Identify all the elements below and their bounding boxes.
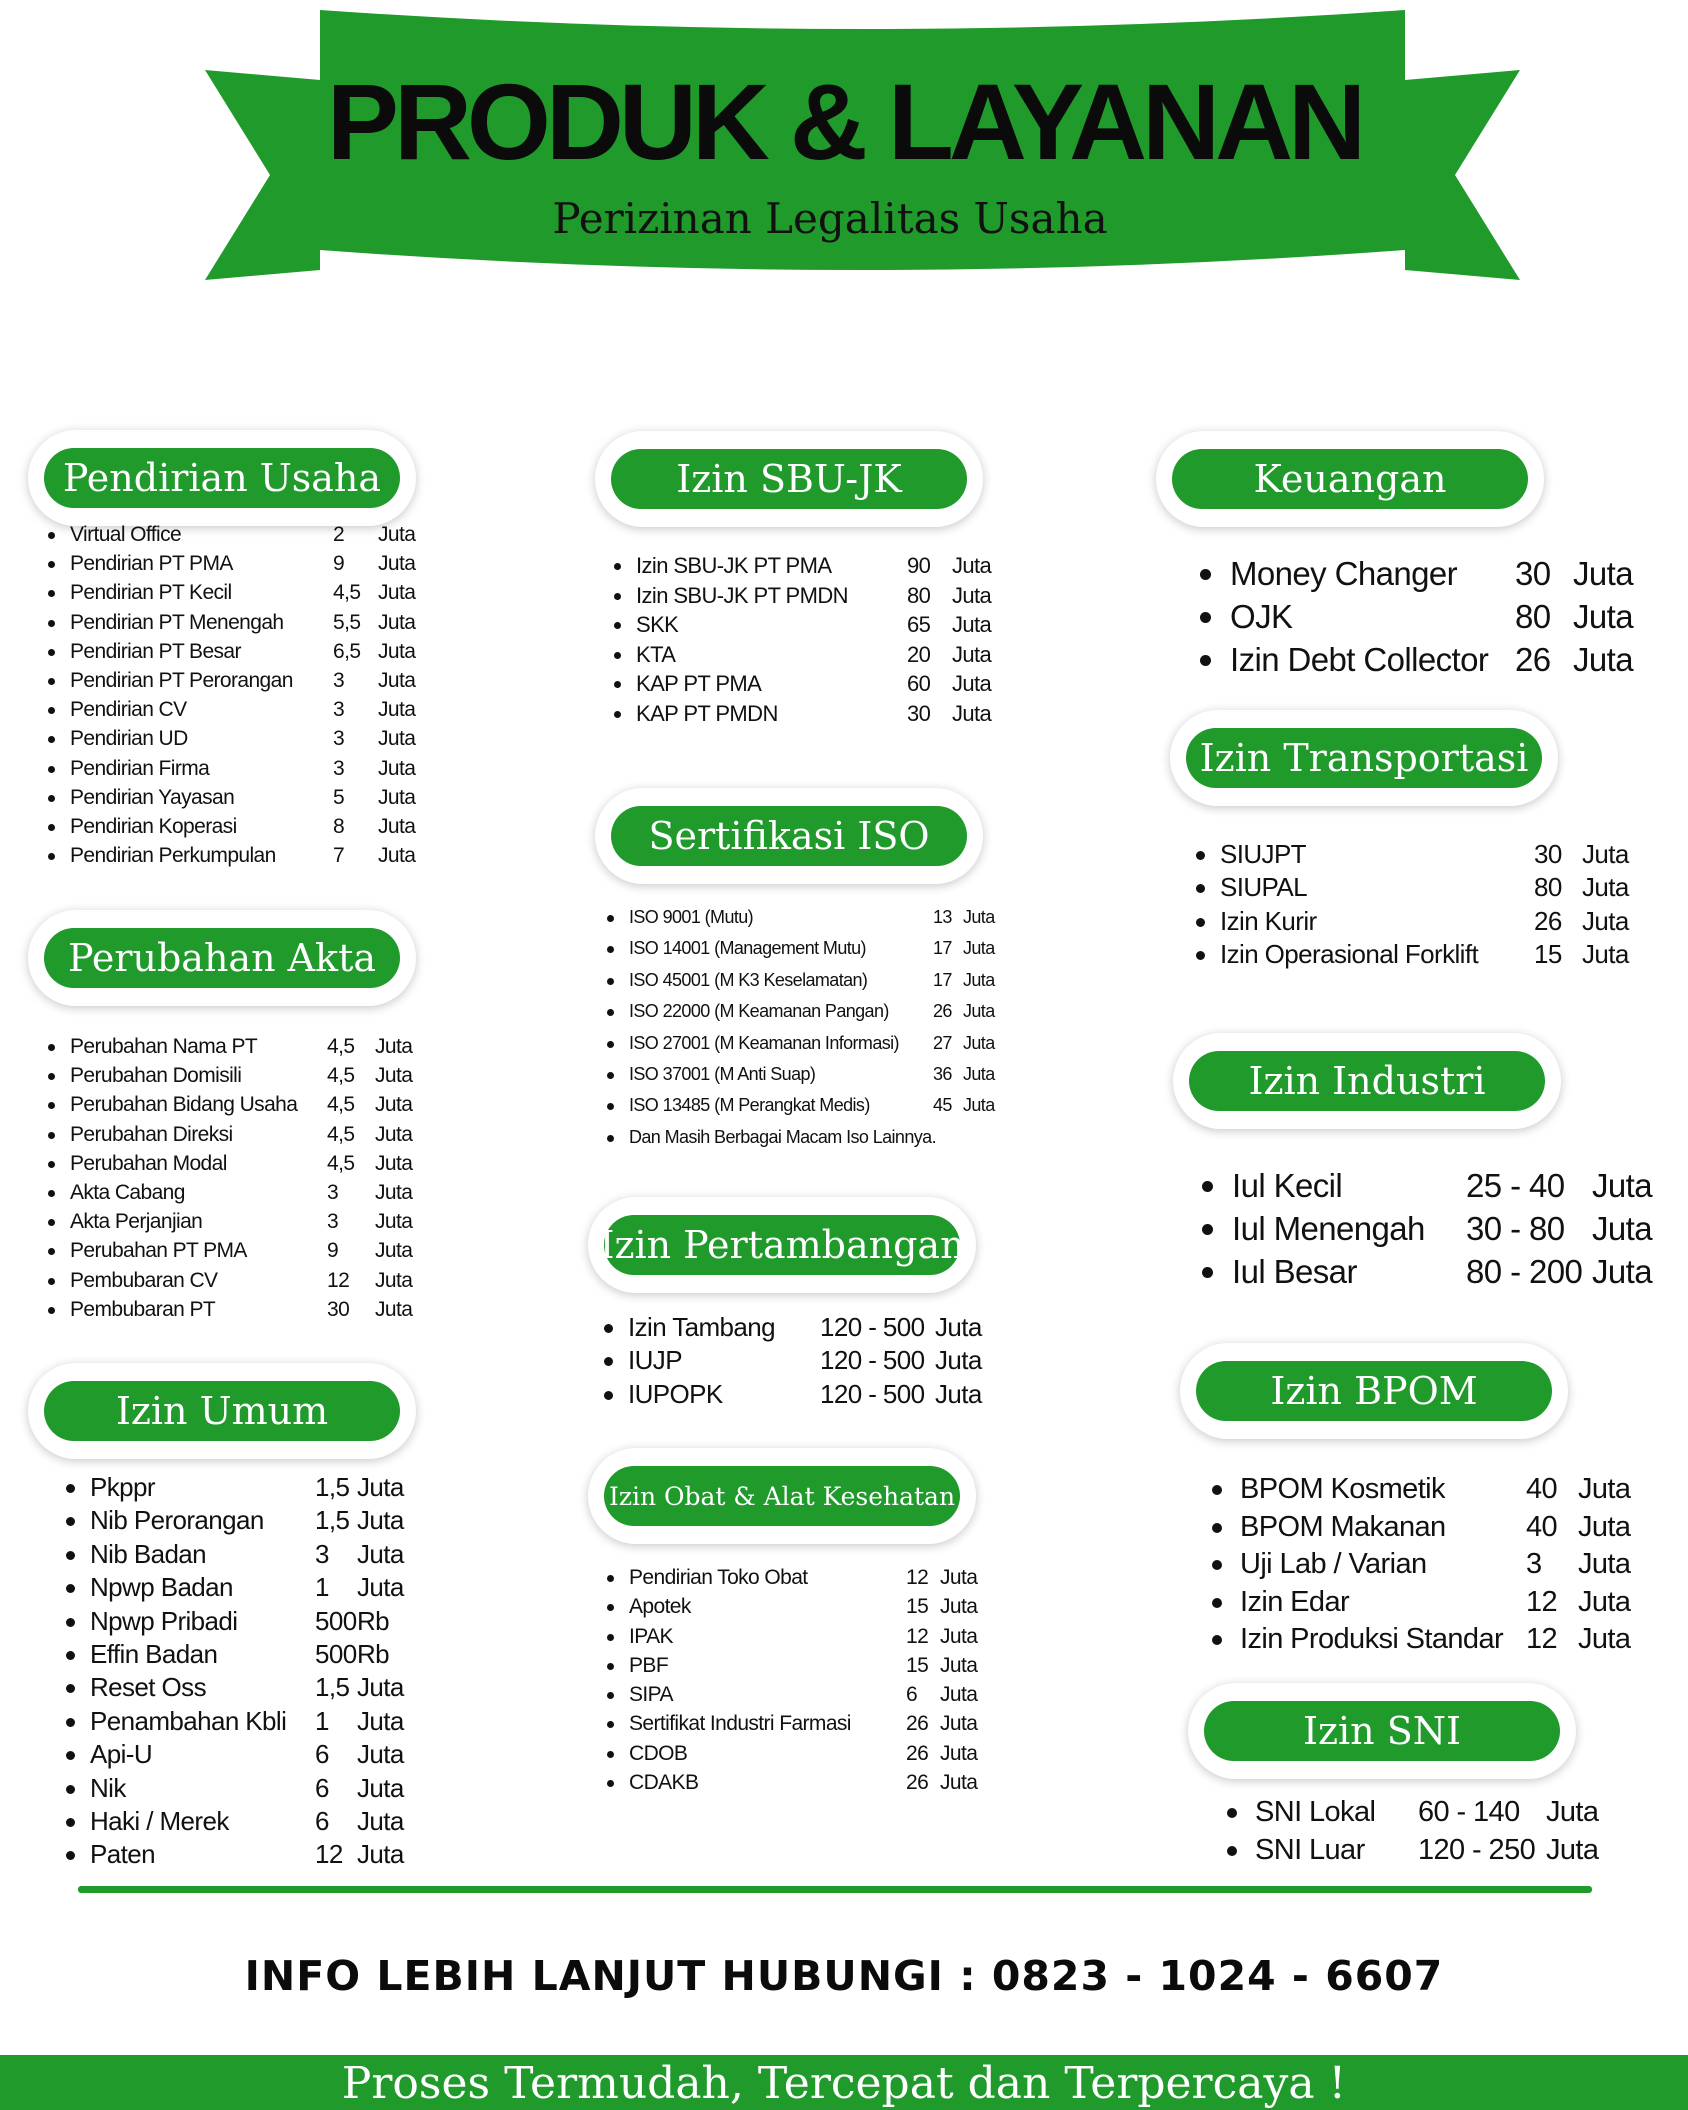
item-label: Money Changer bbox=[1230, 555, 1458, 592]
section-title-pendirian-usaha: Pendirian Usaha bbox=[44, 448, 400, 508]
list-item bbox=[0, 1832, 1688, 1870]
item-label: Iul Menengah bbox=[1232, 1210, 1425, 1247]
item-label: Izin Edar bbox=[1240, 1585, 1350, 1618]
item-price: 36 bbox=[933, 1063, 952, 1084]
item-unit: Juta bbox=[1582, 939, 1629, 970]
item-label: CDAKB bbox=[629, 1771, 699, 1795]
item-price: 1,5 bbox=[315, 1472, 350, 1502]
item-unit: Juta bbox=[357, 1772, 404, 1803]
item-price: 6 bbox=[315, 1772, 329, 1803]
item-label: Pendirian PT Besar bbox=[70, 639, 241, 663]
item-price: 12 bbox=[906, 1566, 929, 1589]
list-item bbox=[0, 1509, 1688, 1547]
item-unit: Juta bbox=[378, 523, 416, 546]
item-label: Izin SBU-JK PT PMA bbox=[636, 553, 832, 578]
item-price: 4,5 bbox=[327, 1122, 355, 1146]
item-unit: Juta bbox=[1582, 872, 1629, 903]
list-item bbox=[0, 1739, 1000, 1768]
item-price: 26 bbox=[1515, 641, 1551, 678]
item-label: BPOM Makanan bbox=[1240, 1510, 1446, 1543]
item-unit: Juta bbox=[378, 581, 416, 605]
list-item bbox=[0, 1311, 1000, 1344]
section-title-sertifikasi-iso: Sertifikasi ISO bbox=[611, 806, 967, 866]
item-unit: Juta bbox=[952, 612, 992, 638]
note-text: Dan Masih Berbagai Macam Iso Lainnya. bbox=[629, 1126, 936, 1147]
item-price: 80 bbox=[1534, 872, 1562, 903]
section-header-pendirian-usaha bbox=[28, 430, 416, 526]
item-price: 12 bbox=[1526, 1623, 1558, 1655]
item-price: 120 - 500 bbox=[820, 1345, 925, 1376]
item-label: Akta Perjanjian bbox=[70, 1210, 203, 1234]
item-label: Izin Tambang bbox=[628, 1312, 775, 1342]
item-label: PBF bbox=[629, 1653, 669, 1677]
item-unit: Juta bbox=[1546, 1833, 1599, 1866]
item-unit: Rb bbox=[357, 1605, 390, 1636]
list-keuangan bbox=[0, 552, 1688, 681]
item-label: Pembubaran PT bbox=[70, 1297, 216, 1321]
item-unit: Juta bbox=[1578, 1548, 1631, 1580]
list-item bbox=[0, 638, 1688, 681]
item-price: 30 bbox=[1515, 555, 1551, 592]
item-unit: Juta bbox=[378, 727, 416, 751]
list-item bbox=[0, 1164, 1688, 1207]
item-unit: Juta bbox=[378, 844, 416, 868]
item-label: Perubahan Bidang Usaha bbox=[70, 1093, 298, 1117]
item-label: ISO 37001 (M Anti Suap) bbox=[629, 1063, 816, 1084]
item-price: 6 bbox=[906, 1683, 918, 1707]
item-unit: Juta bbox=[963, 969, 995, 990]
list-item bbox=[0, 783, 440, 812]
item-price: 17 bbox=[933, 938, 952, 959]
item-label: Izin Kurir bbox=[1220, 905, 1317, 936]
item-unit: Juta bbox=[1573, 555, 1633, 592]
item-price: 3 bbox=[333, 756, 345, 780]
list-item bbox=[0, 905, 1688, 938]
list-item bbox=[0, 1207, 1688, 1250]
item-price: 80 - 200 bbox=[1466, 1253, 1583, 1290]
list-item bbox=[0, 595, 1688, 638]
item-label: ISO 22000 (M Keamanan Pangan) bbox=[629, 1001, 889, 1022]
item-price: 80 bbox=[1515, 598, 1551, 635]
item-label: Pendirian CV bbox=[70, 698, 187, 722]
item-label: BPOM Kosmetik bbox=[1240, 1473, 1445, 1505]
list-item bbox=[0, 754, 440, 783]
item-price: 3 bbox=[333, 668, 345, 692]
item-price: 26 bbox=[906, 1741, 929, 1765]
item-price: 500 bbox=[315, 1638, 357, 1669]
item-label: Pendirian Perkumpulan bbox=[70, 844, 276, 868]
item-unit: Juta bbox=[357, 1572, 404, 1603]
list-item bbox=[0, 1378, 1000, 1411]
item-price: 17 bbox=[933, 969, 952, 990]
item-unit: Juta bbox=[1592, 1253, 1652, 1290]
section-title-izin-umum: Izin Umum bbox=[44, 1381, 400, 1441]
item-price: 120 - 500 bbox=[820, 1378, 925, 1409]
item-price: 30 - 80 bbox=[1466, 1210, 1565, 1247]
item-unit: Juta bbox=[375, 1093, 413, 1117]
item-price: 15 bbox=[906, 1595, 929, 1619]
item-unit: Juta bbox=[940, 1624, 978, 1648]
item-unit: Juta bbox=[378, 610, 416, 634]
item-label: KAP PT PMDN bbox=[636, 700, 778, 726]
item-unit: Juta bbox=[375, 1064, 413, 1088]
item-label: SIUPAL bbox=[1220, 872, 1307, 903]
list-item bbox=[0, 1621, 1688, 1659]
section-title-izin-bpom: Izin BPOM bbox=[1196, 1361, 1552, 1421]
item-unit: Juta bbox=[1573, 598, 1633, 635]
item-price: 9 bbox=[333, 552, 345, 576]
list-item bbox=[0, 520, 440, 549]
item-label: Reset Oss bbox=[90, 1672, 206, 1703]
list-item bbox=[0, 1584, 1688, 1622]
item-unit: Juta bbox=[1582, 839, 1629, 869]
item-label: Pendirian PT Menengah bbox=[70, 610, 284, 634]
item-unit: Juta bbox=[357, 1739, 404, 1770]
item-price: 3 bbox=[315, 1538, 329, 1569]
item-price: 4,5 bbox=[327, 1151, 355, 1175]
item-price: 120 - 500 bbox=[820, 1312, 925, 1342]
item-price: 30 bbox=[907, 700, 931, 726]
item-price: 30 bbox=[1534, 839, 1562, 869]
item-price: 60 bbox=[907, 671, 931, 697]
section-header-izin-industri bbox=[1173, 1033, 1561, 1129]
item-label: CDOB bbox=[629, 1741, 688, 1765]
list-item bbox=[0, 724, 440, 753]
item-unit: Juta bbox=[357, 1805, 404, 1836]
item-price: 3 bbox=[327, 1210, 339, 1234]
item-unit: Juta bbox=[378, 552, 416, 576]
item-unit: Juta bbox=[375, 1151, 413, 1175]
section-header-keuangan bbox=[1156, 431, 1544, 527]
list-item bbox=[0, 1768, 1000, 1797]
item-unit: Juta bbox=[940, 1566, 978, 1589]
item-price: 4,5 bbox=[333, 581, 361, 605]
item-price: 3 bbox=[333, 698, 345, 722]
item-label: Izin Operasional Forklift bbox=[1220, 939, 1479, 970]
section-header-izin-bpom bbox=[1180, 1343, 1568, 1439]
page-subtitle: Perizinan Legalitas Usaha bbox=[552, 194, 1108, 243]
item-price: 6 bbox=[315, 1739, 329, 1770]
list-izin-industri bbox=[0, 1164, 1688, 1293]
section-title-izin-industri: Izin Industri bbox=[1189, 1051, 1545, 1111]
item-price: 20 bbox=[907, 641, 931, 667]
item-label: Paten bbox=[90, 1839, 155, 1870]
item-price: 4,5 bbox=[327, 1093, 355, 1117]
item-price: 4,5 bbox=[327, 1064, 355, 1088]
item-label: ISO 13485 (M Perangkat Medis) bbox=[629, 1095, 870, 1116]
item-label: Nib Badan bbox=[90, 1538, 207, 1569]
item-unit: Juta bbox=[375, 1180, 413, 1204]
item-unit: Juta bbox=[952, 700, 992, 726]
list-item bbox=[0, 996, 1010, 1027]
item-label: Pendirian Yayasan bbox=[70, 785, 235, 809]
list-izin-sni bbox=[0, 1794, 1688, 1869]
item-label: Perubahan Direksi bbox=[70, 1122, 233, 1146]
list-item bbox=[0, 1794, 1688, 1832]
item-unit: Juta bbox=[963, 1001, 995, 1022]
item-label: ISO 14001 (Management Mutu) bbox=[629, 938, 866, 959]
item-label: Pendirian UD bbox=[70, 727, 188, 751]
item-unit: Juta bbox=[952, 641, 992, 667]
item-unit: Juta bbox=[378, 814, 416, 838]
section-title-izin-sbu-jk: Izin SBU-JK bbox=[611, 449, 967, 509]
item-unit: Juta bbox=[378, 668, 416, 692]
item-price: 12 bbox=[327, 1268, 350, 1292]
section-title-izin-pertambangan: Izin Pertambangan bbox=[604, 1215, 960, 1275]
item-price: 27 bbox=[933, 1032, 952, 1053]
item-label: ISO 27001 (M Keamanan Informasi) bbox=[629, 1032, 899, 1053]
item-unit: Juta bbox=[963, 1032, 995, 1053]
item-price: 5,5 bbox=[333, 610, 361, 634]
item-label: Nib Perorangan bbox=[90, 1505, 264, 1536]
item-label: SNI Lokal bbox=[1255, 1796, 1376, 1828]
item-label: IUPOPK bbox=[628, 1378, 723, 1409]
item-label: Pendirian PT Kecil bbox=[70, 581, 232, 605]
item-unit: Juta bbox=[940, 1653, 978, 1677]
item-unit: Juta bbox=[357, 1839, 404, 1870]
list-item bbox=[0, 1680, 1000, 1709]
item-unit: Juta bbox=[1578, 1623, 1631, 1655]
list-item bbox=[0, 1250, 1688, 1293]
item-price: 12 bbox=[315, 1839, 343, 1870]
item-unit: Juta bbox=[1546, 1796, 1599, 1828]
list-item bbox=[0, 552, 1688, 595]
item-price: 500 bbox=[315, 1605, 357, 1636]
item-label: Pendirian PT PMA bbox=[70, 552, 233, 576]
item-price: 1 bbox=[315, 1572, 329, 1603]
list-item bbox=[0, 1028, 1010, 1059]
item-label: Izin SBU-JK PT PMDN bbox=[636, 582, 848, 608]
section-header-izin-sbu-jk bbox=[595, 431, 983, 527]
list-item bbox=[0, 699, 1010, 729]
item-price: 6,5 bbox=[333, 639, 361, 663]
item-unit: Juta bbox=[940, 1683, 978, 1707]
item-price: 40 bbox=[1526, 1473, 1558, 1505]
item-unit: Juta bbox=[375, 1035, 413, 1058]
item-unit: Juta bbox=[935, 1312, 982, 1342]
item-unit: Juta bbox=[378, 639, 416, 663]
item-price: 26 bbox=[906, 1771, 929, 1795]
item-price: 26 bbox=[906, 1712, 929, 1736]
item-label: Pendirian PT Perorangan bbox=[70, 668, 293, 692]
item-label: SIPA bbox=[629, 1683, 673, 1707]
section-title-izin-obat: Izin Obat & Alat Kesehatan bbox=[604, 1466, 960, 1526]
item-unit: Juta bbox=[357, 1538, 404, 1569]
item-price: 3 bbox=[1526, 1548, 1542, 1580]
item-unit: Juta bbox=[963, 907, 995, 927]
section-header-izin-sni bbox=[1188, 1683, 1576, 1779]
item-unit: Juta bbox=[1582, 905, 1629, 936]
item-price: 30 bbox=[327, 1297, 350, 1321]
item-unit: Juta bbox=[1578, 1473, 1631, 1505]
item-price: 120 - 250 bbox=[1418, 1833, 1536, 1866]
item-label: KAP PT PMA bbox=[636, 671, 762, 697]
item-price: 3 bbox=[327, 1180, 339, 1204]
section-title-izin-sni: Izin SNI bbox=[1204, 1701, 1560, 1761]
item-price: 15 bbox=[1534, 939, 1562, 970]
list-izin-bpom bbox=[0, 1471, 1688, 1659]
item-price: 3 bbox=[333, 727, 345, 751]
item-unit: Juta bbox=[375, 1297, 413, 1321]
item-unit: Juta bbox=[940, 1741, 978, 1765]
item-label: Sertifikat Industri Farmasi bbox=[629, 1712, 851, 1736]
item-unit: Juta bbox=[378, 756, 416, 780]
item-unit: Juta bbox=[1592, 1167, 1652, 1204]
item-label: Perubahan Nama PT bbox=[70, 1035, 258, 1058]
list-item bbox=[0, 812, 440, 841]
item-label: Nik bbox=[90, 1772, 126, 1803]
item-unit: Juta bbox=[1573, 641, 1633, 678]
item-price: 9 bbox=[327, 1239, 339, 1263]
item-label: Pendirian Toko Obat bbox=[629, 1566, 808, 1589]
item-label: SKK bbox=[636, 612, 679, 638]
item-label: KTA bbox=[636, 641, 676, 667]
item-unit: Juta bbox=[375, 1122, 413, 1146]
divider-line bbox=[78, 1886, 1592, 1893]
item-label: IPAK bbox=[629, 1624, 673, 1648]
item-label: OJK bbox=[1230, 598, 1293, 635]
item-label: Haki / Merek bbox=[90, 1805, 229, 1836]
item-unit: Juta bbox=[357, 1505, 404, 1536]
item-price: 1,5 bbox=[315, 1505, 350, 1536]
list-izin-pertambangan bbox=[0, 1311, 1000, 1411]
item-unit: Juta bbox=[940, 1712, 978, 1736]
item-unit: Juta bbox=[375, 1239, 413, 1263]
section-title-perubahan-akta: Perubahan Akta bbox=[44, 928, 400, 988]
item-price: 90 bbox=[907, 553, 931, 578]
list-item bbox=[0, 1546, 1688, 1584]
list-item bbox=[0, 871, 1688, 904]
item-unit: Juta bbox=[935, 1378, 982, 1409]
list-item bbox=[0, 1709, 1000, 1738]
item-price: 15 bbox=[906, 1653, 929, 1677]
item-label: Izin Produksi Standar bbox=[1240, 1623, 1504, 1655]
item-unit: Juta bbox=[952, 553, 992, 578]
section-header-izin-transportasi bbox=[1170, 710, 1558, 806]
item-label: Apotek bbox=[629, 1595, 691, 1619]
list-item bbox=[0, 1471, 1688, 1509]
item-price: 12 bbox=[1526, 1585, 1558, 1618]
item-unit: Juta bbox=[378, 785, 416, 809]
item-unit: Juta bbox=[357, 1472, 404, 1502]
item-unit: Juta bbox=[357, 1672, 404, 1703]
list-note bbox=[0, 1122, 1010, 1153]
item-price: 26 bbox=[1534, 905, 1562, 936]
item-price: 80 bbox=[907, 582, 931, 608]
item-label: Virtual Office bbox=[70, 523, 182, 546]
item-label: Iul Kecil bbox=[1232, 1167, 1343, 1204]
item-label: ISO 9001 (Mutu) bbox=[629, 907, 754, 927]
item-price: 60 - 140 bbox=[1418, 1796, 1520, 1828]
item-unit: Juta bbox=[375, 1210, 413, 1234]
item-label: IUJP bbox=[628, 1345, 682, 1376]
item-unit: Juta bbox=[963, 938, 995, 959]
item-price: 12 bbox=[906, 1624, 929, 1648]
item-unit: Juta bbox=[935, 1345, 982, 1376]
item-price: 13 bbox=[933, 907, 952, 927]
contact-info: INFO LEBIH LANJUT HUBUNGI : 0823 - 1024 - 6607 bbox=[244, 1952, 1444, 2000]
item-unit: Juta bbox=[1578, 1585, 1631, 1618]
item-unit: Juta bbox=[940, 1595, 978, 1619]
item-price: 8 bbox=[333, 814, 345, 838]
item-unit: Juta bbox=[940, 1771, 978, 1795]
item-label: Pendirian Koperasi bbox=[70, 814, 237, 838]
item-label: Penambahan Kbli bbox=[90, 1705, 287, 1736]
list-item bbox=[0, 838, 1688, 871]
item-price: 5 bbox=[333, 785, 345, 809]
item-unit: Juta bbox=[963, 1095, 995, 1116]
item-unit: Juta bbox=[1592, 1210, 1652, 1247]
item-label: Effin Badan bbox=[90, 1638, 218, 1669]
item-label: Pembubaran CV bbox=[70, 1268, 218, 1292]
section-title-keuangan: Keuangan bbox=[1172, 449, 1528, 509]
item-label: Perubahan Domisili bbox=[70, 1064, 242, 1088]
item-unit: Juta bbox=[1578, 1510, 1631, 1543]
item-price: 1,5 bbox=[315, 1672, 350, 1703]
item-unit: Juta bbox=[963, 1063, 995, 1084]
list-izin-transportasi bbox=[0, 838, 1688, 972]
item-price: 26 bbox=[933, 1001, 952, 1022]
item-label: Perubahan Modal bbox=[70, 1151, 227, 1175]
item-label: Npwp Badan bbox=[90, 1572, 233, 1603]
item-unit: Juta bbox=[378, 698, 416, 722]
item-label: Pkppr bbox=[90, 1472, 155, 1502]
item-price: 40 bbox=[1526, 1510, 1558, 1543]
item-unit: Rb bbox=[357, 1638, 390, 1669]
page-title: PRODUK & LAYANAN bbox=[326, 61, 1362, 182]
item-price: 65 bbox=[907, 612, 931, 638]
item-label: Iul Besar bbox=[1232, 1253, 1357, 1290]
item-label: Izin Debt Collector bbox=[1230, 641, 1489, 678]
item-price: 2 bbox=[333, 523, 345, 546]
item-unit: Juta bbox=[357, 1705, 404, 1736]
tagline: Proses Termudah, Tercepat dan Terpercaya ! bbox=[341, 2058, 1347, 2109]
item-label: SNI Luar bbox=[1255, 1833, 1365, 1866]
item-price: 4,5 bbox=[327, 1035, 355, 1058]
list-item bbox=[0, 938, 1688, 971]
item-price: 1 bbox=[315, 1705, 329, 1736]
item-unit: Juta bbox=[375, 1268, 413, 1292]
item-label: Perubahan PT PMA bbox=[70, 1239, 247, 1263]
list-item bbox=[0, 1344, 1000, 1377]
item-label: SIUJPT bbox=[1220, 839, 1306, 869]
item-unit: Juta bbox=[952, 671, 992, 697]
item-price: 6 bbox=[315, 1805, 329, 1836]
item-price: 7 bbox=[333, 844, 345, 868]
item-label: Akta Cabang bbox=[70, 1180, 185, 1204]
item-label: Pendirian Firma bbox=[70, 756, 210, 780]
list-item bbox=[0, 1090, 1010, 1121]
item-label: Uji Lab / Varian bbox=[1240, 1548, 1427, 1580]
item-label: ISO 45001 (M K3 Keselamatan) bbox=[629, 969, 868, 990]
item-label: Npwp Pribadi bbox=[90, 1605, 238, 1636]
item-price: 25 - 40 bbox=[1466, 1167, 1565, 1204]
list-item bbox=[0, 1059, 1010, 1090]
item-price: 45 bbox=[933, 1095, 952, 1116]
section-title-izin-transportasi: Izin Transportasi bbox=[1186, 728, 1542, 788]
item-label: Api-U bbox=[90, 1739, 153, 1770]
item-unit: Juta bbox=[952, 582, 992, 608]
